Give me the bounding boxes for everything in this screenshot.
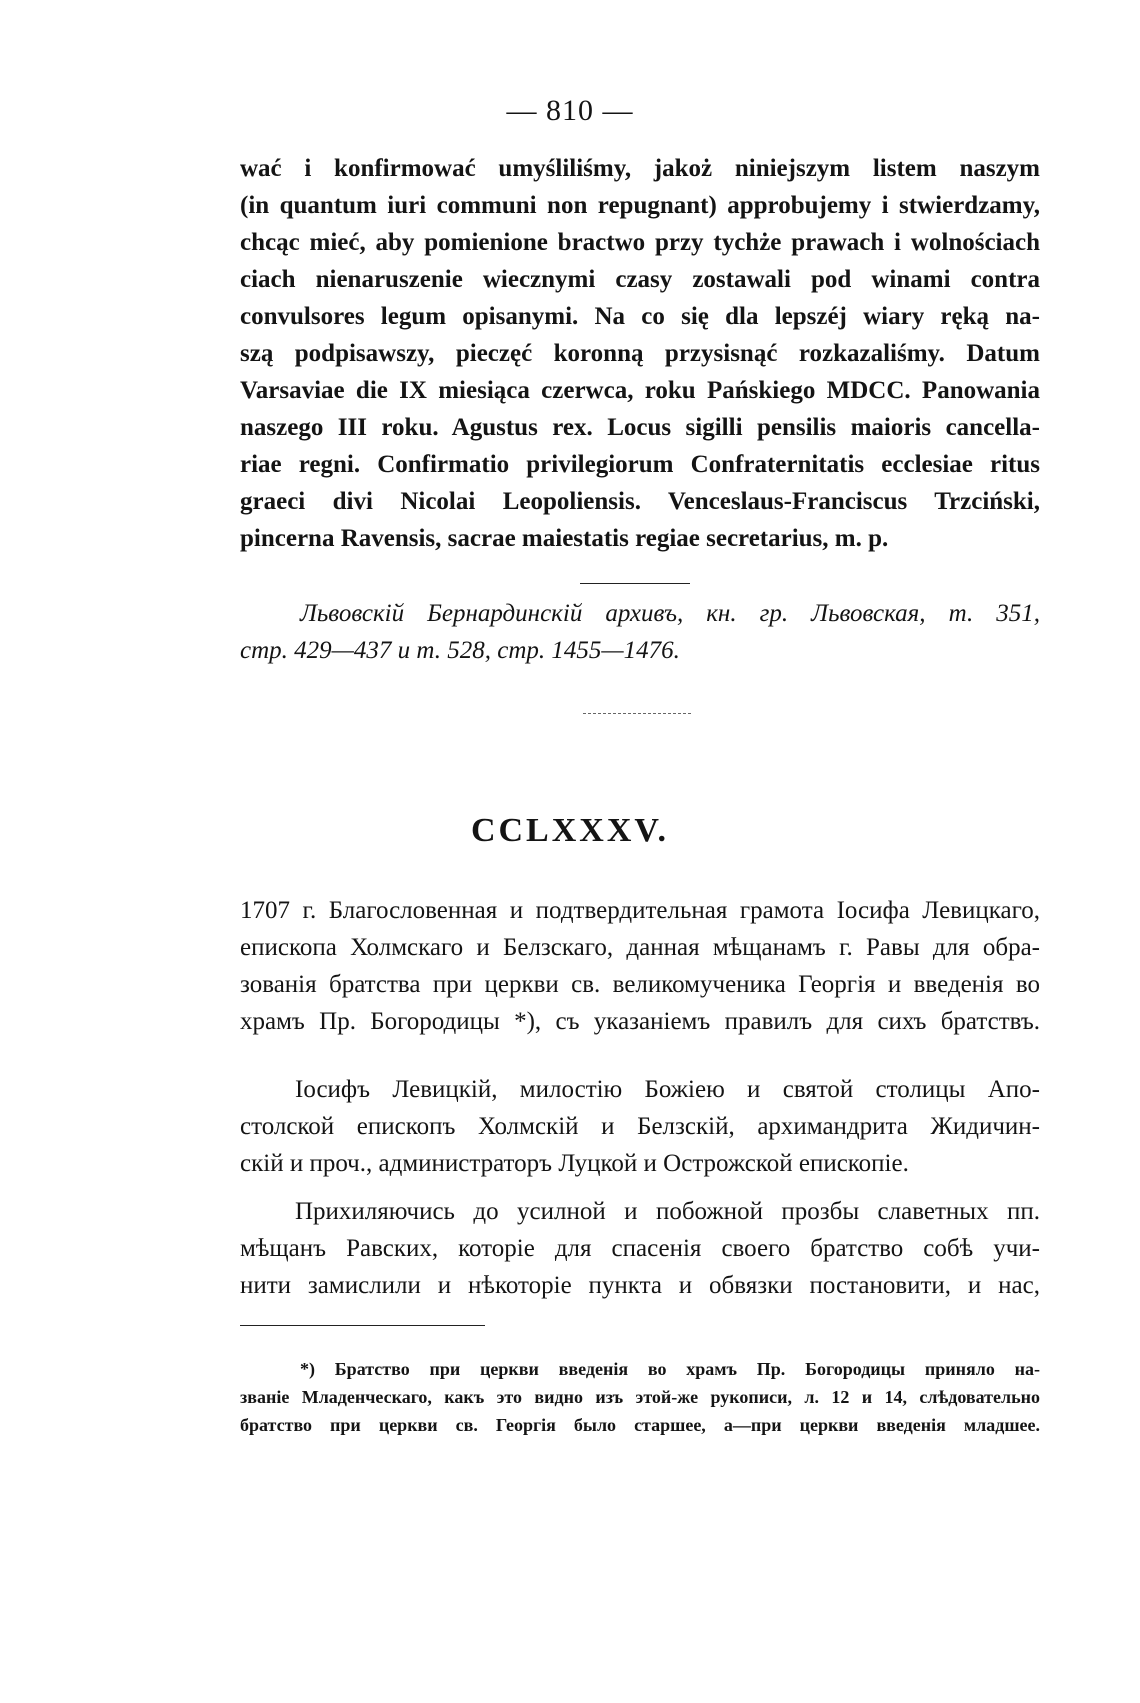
- body-line: столской епископъ Холмскій и Белзскій, архимандрита Жидичин-: [240, 1113, 1040, 1140]
- text-line: szą podpisawszy, pieczęć koronną przysisnąć rozkazaliśmy. Datum: [240, 340, 1040, 367]
- page-number: — 810 —: [506, 94, 634, 127]
- document-heading: CCLXXXV.: [470, 812, 670, 849]
- text-line: Varsaviae die IX miesiąca czerwca, roku Pańskiego MDCC. Panowania: [240, 377, 1040, 404]
- footnote-rule: [240, 1325, 485, 1326]
- body-line: мѣщанъ Равских, которіе для спасенія своего братство собѣ учи-: [240, 1235, 1040, 1262]
- source-line: стр. 429—437 и т. 528, стр. 1455—1476.: [240, 637, 680, 664]
- footnote-line: братство при церкви св. Георгія было старшее, а—при церкви введенія младшее.: [240, 1415, 1040, 1435]
- body-line: Іосифъ Левицкій, милостію Божіею и святой столицы Апо-: [295, 1076, 1040, 1103]
- summary-line: епископа Холмскаго и Белзскаго, данная мѣщанамъ г. Равы для обра-: [240, 934, 1040, 961]
- text-line: riae regni. Confirmatio privilegiorum Confraternitatis ecclesiae ritus: [240, 451, 1040, 478]
- separator-rule: [580, 583, 690, 584]
- text-line: ciach nienaruszenie wiecznymi czasy zostawali pod winami contra: [240, 266, 1040, 293]
- body-line: нити замислили и нѣкоторіе пункта и обвязки постановити, и нас,: [240, 1272, 1040, 1299]
- text-line: graeci divi Nicolai Leopoliensis. Venceslaus-Franciscus Trzciński,: [240, 488, 1040, 515]
- summary-line: зованія братства при церкви св. великомученика Георгія и введенія во: [240, 971, 1040, 998]
- footnote-line: *) Братство при церкви введенія во храмъ Пр. Богородицы приняло на-: [300, 1359, 1040, 1379]
- text-line: naszego III roku. Agustus rex. Locus sigilli pensilis maioris cancella-: [240, 414, 1040, 441]
- dashed-separator: [583, 713, 691, 714]
- text-line: pincerna Ravensis, sacrae maiestatis regiae secretarius, m. p.: [240, 525, 889, 552]
- text-line: chcąc mieć, aby pomienione bractwo przy tychże prawach i wolnościach: [240, 229, 1040, 256]
- footnote-line: званіе Младенческаго, какъ это видно изъ этой-же рукописи, л. 12 и 14, слѣдовательно: [240, 1387, 1040, 1407]
- summary-line: храмъ Пр. Богородицы *), съ указаніемъ правилъ для сихъ братствъ.: [240, 1008, 1040, 1035]
- text-line: wać i konfirmować umyśliliśmy, jakoż niniejszym listem naszym: [240, 155, 1040, 182]
- text-line: convulsores legum opisanymi. Na co się dla lepszéj wiary ręką na-: [240, 303, 1040, 330]
- summary-line: 1707 г. Благословенная и подтвердительная грамота Іосифа Левицкаго,: [240, 897, 1040, 924]
- text-line: (in quantum iuri communi non repugnant) approbujemy i stwierdzamy,: [240, 192, 1040, 219]
- body-line: Прихиляючись до усилной и побожной прозбы славетных пп.: [295, 1198, 1040, 1225]
- body-line: скій и проч., администраторъ Луцкой и Острожской епископіе.: [240, 1150, 909, 1177]
- source-line: Львовскій Бернардинскій архивъ, кн. гр. Львовская, т. 351,: [300, 600, 1040, 627]
